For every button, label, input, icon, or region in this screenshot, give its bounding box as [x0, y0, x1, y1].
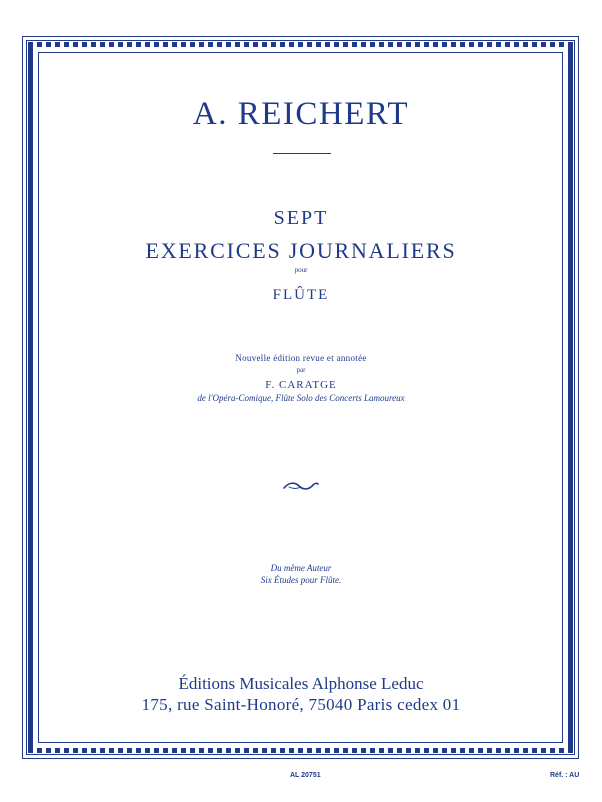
reference-code: Réf. : AU — [550, 772, 580, 779]
par-text: par — [296, 366, 306, 374]
flourish-ornament-icon — [283, 479, 319, 493]
publisher-address: 175, rue Saint-Honoré, 75040 Paris cedex 01 — [141, 695, 461, 714]
edition-note: Nouvelle édition revue et annotée — [235, 353, 367, 363]
pour-text: pour — [294, 266, 308, 274]
editor-role: de l'Opéra-Comique, Flûte Solo des Concerts Lamoureux — [197, 393, 405, 403]
title-divider — [273, 153, 331, 154]
editor-name: F. CARATGE — [265, 379, 337, 391]
also-by-heading: Du même Auteur — [270, 563, 332, 573]
also-by-work: Six Études pour Flûte. — [260, 575, 342, 585]
title-line-1: SEPT — [273, 207, 329, 229]
catalog-number: AL 20751 — [290, 772, 321, 779]
title-line-2: EXERCICES JOURNALIERS — [145, 238, 457, 263]
instrument-name: FLÛTE — [272, 287, 330, 303]
publisher-name: Éditions Musicales Alphonse Leduc — [178, 674, 424, 693]
author-name: A. REICHERT — [192, 96, 410, 132]
